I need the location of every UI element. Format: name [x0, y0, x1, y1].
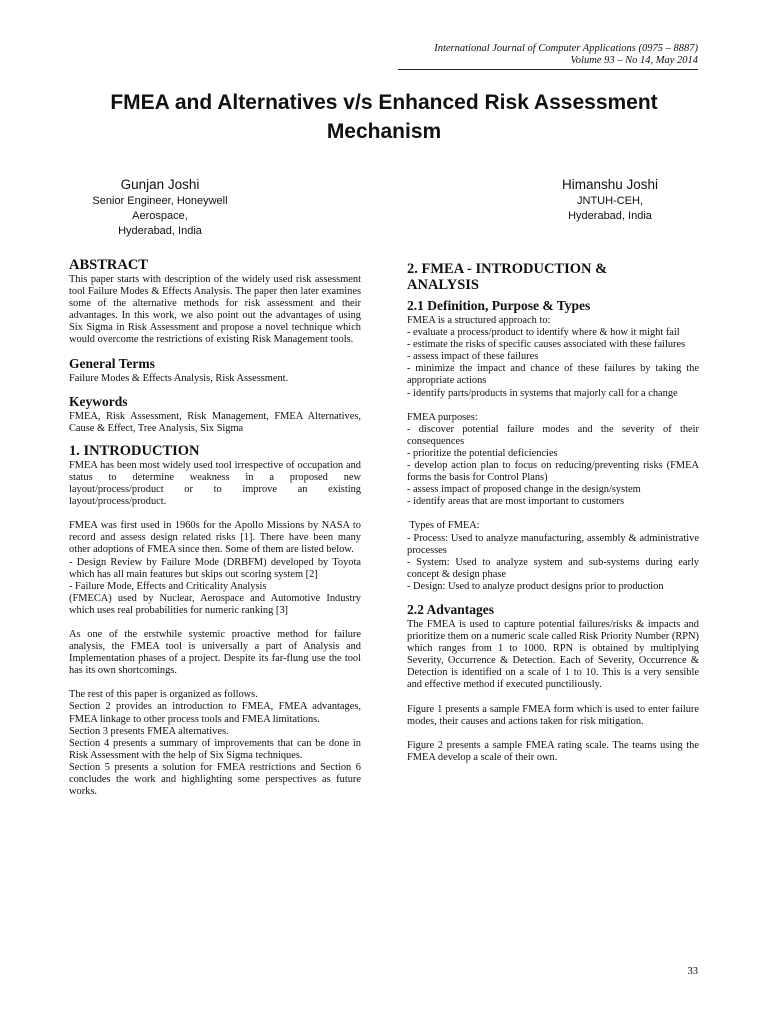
- title-line-2: Mechanism: [326, 120, 442, 143]
- approach-line: - minimize the impact and chance of these failures by taking the appropriate actions: [407, 363, 699, 387]
- author-name: Himanshu Joshi: [561, 177, 659, 192]
- approach-line: FMEA is a structured approach to:: [407, 315, 551, 326]
- intro-outline-line: Section 2 provides an introduction to FMEA, FMEA advantages, FMEA linkage to other process tools and FMEA limitations.: [69, 701, 361, 725]
- subsection-2-2-heading: 2.2 Advantages: [407, 601, 495, 617]
- intro-outline-line: Section 3 presents FMEA alternatives.: [69, 725, 229, 737]
- right-column: [407, 261, 699, 764]
- purpose-line: FMEA purposes:: [407, 411, 478, 423]
- left-column: [69, 257, 361, 798]
- author-affiliation: Hyderabad, India: [568, 210, 652, 222]
- intro-list-item: - Failure Mode, Effects and Criticality Analysis: [69, 580, 267, 592]
- paper-title: [60, 88, 708, 146]
- introduction-heading: 1. INTRODUCTION: [69, 442, 200, 459]
- subsection-2-1-heading: 2.1 Definition, Purpose & Types: [407, 298, 591, 313]
- author-name: Gunjan Joshi: [120, 177, 200, 192]
- author-1: [70, 175, 250, 239]
- abstract-text: This paper starts with description of the widely used risk assessment tool Failure Modes & Effects Analysis. The paper then later examines some of the alternative methods for risk assessment and their advantages. In this work, we also point out the advantages of using Six Sigma in Risk Assessment and propose a novel technique which would overcome the restrictions of existing Risk Management tools.: [69, 274, 361, 346]
- author-affiliation: JNTUH-CEH,: [577, 195, 643, 207]
- author-2: [520, 175, 700, 224]
- advantages-paragraph-2: Figure 1 presents a sample FMEA form which is used to enter failure modes, their causes and actions taken for risk mitigation.: [407, 703, 699, 727]
- purpose-line: - develop action plan to focus on reducing/preventing risks (FMEA forms the basis for Control Plans): [407, 460, 699, 484]
- journal-header: [398, 43, 698, 70]
- page-number: 33: [687, 966, 698, 977]
- section2-heading-line-1: 2. FMEA - INTRODUCTION &: [407, 261, 608, 277]
- approach-line: - evaluate a process/product to identify where & how it might fail: [407, 327, 680, 339]
- intro-list-item: - Design Review by Failure Mode (DRBFM) developed by Toyota which has all main features but skips out scoring system [2]: [69, 556, 361, 580]
- types-line: - System: Used to analyze system and sub-systems during early concept & design phase: [407, 556, 699, 580]
- purpose-line: - prioritize the potential deficiencies: [407, 447, 558, 459]
- purpose-line: - identify areas that are most important to customers: [407, 496, 624, 508]
- approach-line: - assess impact of these failures: [407, 351, 539, 363]
- author-affiliation: Hyderabad, India: [118, 225, 202, 237]
- intro-paragraph-2: FMEA was first used in 1960s for the Apollo Missions by NASA to record and assess design related risks [1]. There have been many other adoptions of FMEA since then. Some of them are listed below.: [69, 520, 361, 556]
- title-line-1: FMEA and Alternatives v/s Enhanced Risk Assessment: [110, 91, 658, 114]
- intro-outline-line: Section 4 presents a summary of improvements that can be done in Risk Assessment with the help of Six Sigma techniques.: [69, 737, 361, 761]
- purpose-line: - discover potential failure modes and the severity of their consequences: [407, 423, 699, 447]
- intro-paragraph-1: FMEA has been most widely used tool irrespective of occupation and status to determine weakness in a proposed new layout/process/product or to improve an existing layout/process/product.: [69, 459, 361, 508]
- types-line: - Process: Used to analyze manufacturing, assembly & administrative processes: [407, 532, 699, 556]
- journal-name: International Journal of Computer Applications (0975 – 8887): [434, 43, 698, 54]
- advantages-paragraph-1: The FMEA is used to capture potential failures/risks & impacts and prioritize them on a numeric scale called Risk Priority Number (RPN) which ranges from 1 to 1000. RPN is obtained by multiplying Severity, Occurrence & Detection. Each of Severity, Occurrence & Detection is identified on a scale of 1 to 10. This is a very sensible and effective method if executed punctiliously.: [407, 618, 699, 691]
- intro-list-item: (FMECA) used by Nuclear, Aerospace and Automotive Industry which uses real probabilities for numeric ranking [3]: [69, 592, 361, 616]
- abstract-heading: ABSTRACT: [69, 257, 148, 273]
- general-terms-text: Failure Modes & Effects Analysis, Risk Assessment.: [69, 372, 289, 384]
- keywords-text: FMEA, Risk Assessment, Risk Management, FMEA Alternatives, Cause & Effect, Tree Analysis, Six Sigma: [69, 410, 361, 434]
- journal-volume: Volume 93 – No 14, May 2014: [570, 55, 698, 66]
- purpose-line: - assess impact of proposed change in the design/system: [407, 484, 641, 496]
- approach-line: - estimate the risks of specific causes associated with these failures: [407, 339, 686, 351]
- author-affiliation: Aerospace,: [132, 210, 188, 222]
- intro-outline-line: Section 5 presents a solution for FMEA restrictions and Section 6 concludes the work and highlighting some perspectives as future works.: [69, 761, 361, 798]
- intro-paragraph-3: As one of the erstwhile systemic proactive method for failure analysis, the FMEA tool is universally a part of Analysis and Implementation phases of a project. Despite its far-flung use the tool has its own shortcomings.: [69, 628, 361, 677]
- section2-heading-line-2: ANALYSIS: [407, 277, 479, 293]
- approach-line: - identify parts/products in systems that majorly call for a change: [407, 387, 678, 399]
- keywords-heading: Keywords: [69, 393, 128, 409]
- author-affiliation: Senior Engineer, Honeywell: [92, 195, 228, 207]
- advantages-paragraph-3: Figure 2 presents a sample FMEA rating scale. The teams using the FMEA develop a scale of their own.: [407, 739, 699, 763]
- general-terms-heading: General Terms: [69, 355, 155, 371]
- types-line: - Design: Used to analyze product designs prior to production: [407, 580, 664, 592]
- types-line: Types of FMEA:: [407, 520, 480, 532]
- intro-outline-line: The rest of this paper is organized as follows.: [69, 689, 258, 701]
